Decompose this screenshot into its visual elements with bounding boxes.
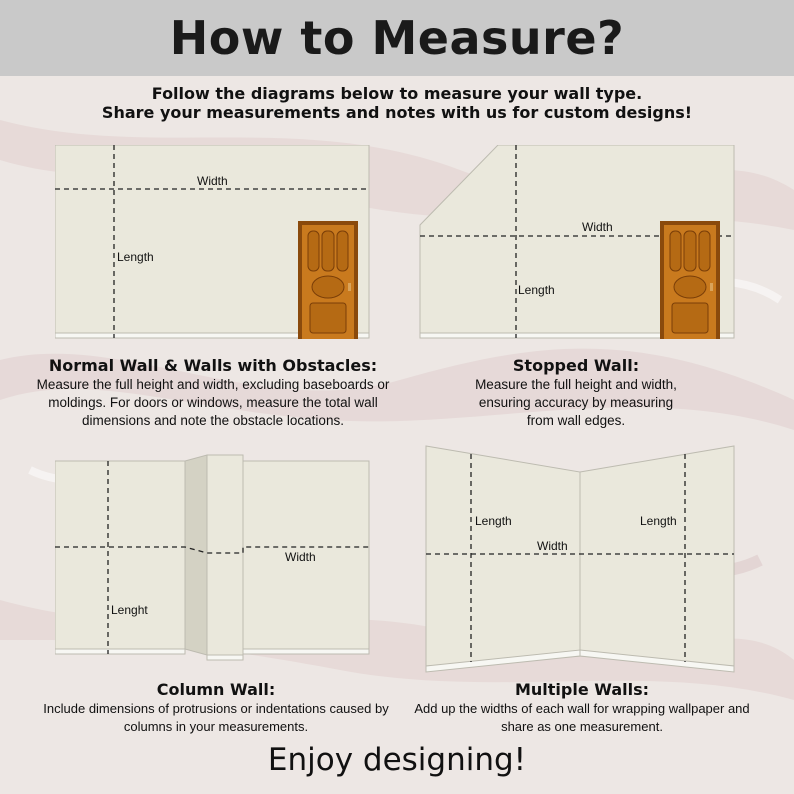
stopped-wall-diagram [418, 145, 736, 341]
caption-normal-line: Measure the full height and width, excluding baseboards or [36, 377, 390, 392]
caption-stopped-title: Stopped Wall: [512, 356, 640, 375]
column-wall-diagram [55, 453, 371, 663]
baseboard-right [243, 649, 369, 654]
door-icon [660, 221, 720, 339]
caption-multiple [384, 680, 780, 736]
caption-normal-body [20, 376, 406, 430]
intro-text [0, 84, 794, 122]
multiple-walls-diagram [424, 444, 736, 674]
length-left-label: Length [475, 514, 512, 528]
length-label: Length [117, 250, 154, 264]
normal-wall-diagram [55, 145, 371, 341]
right-wall-panel [580, 446, 734, 666]
wall-left-panel [55, 461, 185, 649]
footer-text: Enjoy designing! [267, 742, 527, 778]
caption-multiple-line: Add up the widths of each wall for wrapping wallpaper and [414, 701, 750, 716]
caption-stopped-line: Measure the full height and width, [475, 377, 677, 392]
caption-stopped-body [426, 376, 726, 430]
caption-normal-title: Normal Wall & Walls with Obstacles: [48, 356, 378, 375]
length-label: Lenght [111, 603, 148, 617]
caption-stopped [426, 356, 726, 430]
width-label: Width [285, 550, 316, 564]
caption-column-line: Include dimensions of protrusions or indentations caused by [43, 701, 389, 716]
baseboard-column [207, 655, 243, 660]
caption-normal [20, 356, 406, 430]
intro-line-1: Follow the diagrams below to measure your wall type. [151, 84, 643, 103]
caption-multiple-body [384, 700, 780, 736]
caption-stopped-line: ensuring accuracy by measuring [478, 395, 674, 410]
caption-column-body [18, 700, 414, 736]
width-label: Width [197, 174, 228, 188]
caption-stopped-line: from wall edges. [526, 413, 626, 428]
left-wall-panel [426, 446, 580, 666]
length-right-label: Length [640, 514, 677, 528]
baseboard-left [55, 649, 185, 654]
intro-line-2: Share your measurements and notes with us for custom designs! [101, 103, 693, 122]
caption-multiple-title: Multiple Walls: [514, 680, 650, 699]
page-title: How to Measure? [169, 11, 625, 65]
caption-normal-line: dimensions and note the obstacle locations. [82, 413, 344, 428]
caption-column [18, 680, 414, 736]
width-label: Width [582, 220, 613, 234]
length-label: Length [518, 283, 555, 297]
caption-normal-line: moldings. For doors or windows, measure the total wall [48, 395, 378, 410]
caption-multiple-line: share as one measurement. [501, 719, 663, 734]
caption-column-title: Column Wall: [156, 680, 276, 699]
door-icon [298, 221, 358, 339]
width-label: Width [537, 539, 568, 553]
header-bar [0, 0, 794, 76]
caption-column-line: columns in your measurements. [123, 719, 309, 734]
column-side-face [185, 455, 207, 655]
column-front-face [207, 455, 243, 655]
